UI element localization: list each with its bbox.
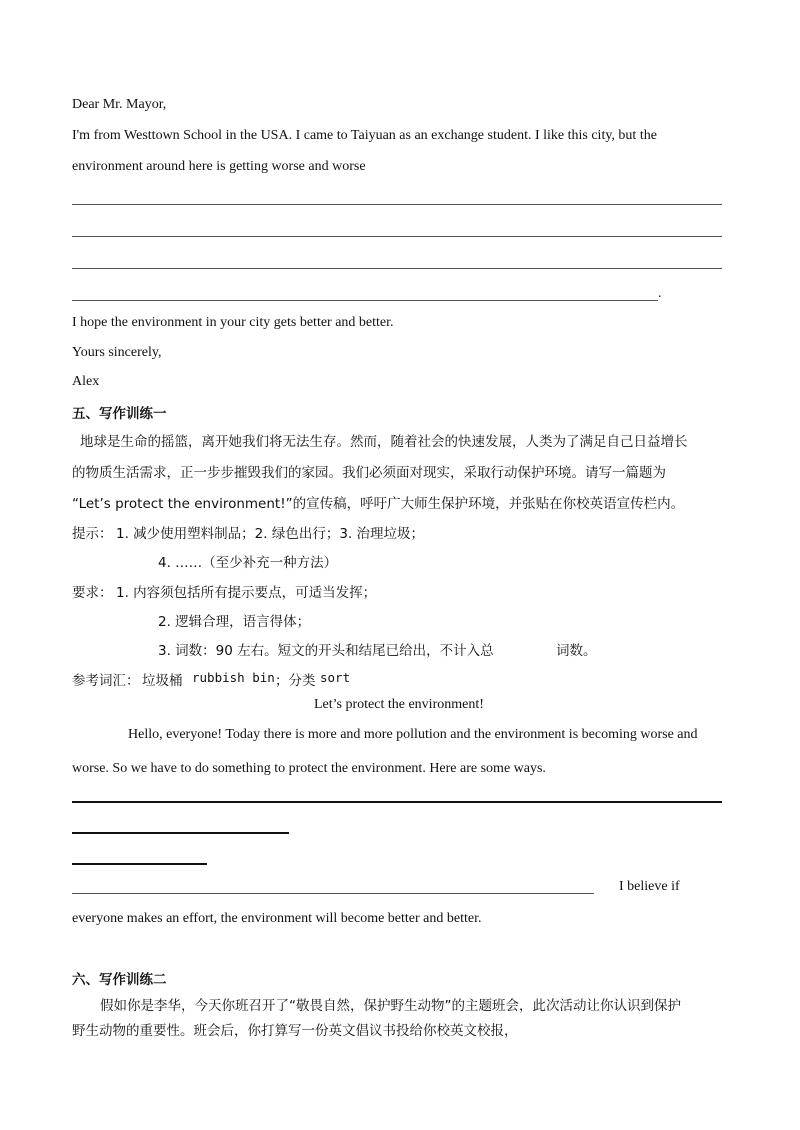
blank-end-period: . bbox=[658, 286, 662, 301]
answer-blank-line bbox=[72, 268, 722, 269]
essay-line2: worse. So we have to do something to protect the environment. Here are some ways. bbox=[72, 761, 546, 776]
section5-para-line2: 的物质生活需求，正一步步摧毁我们的家园。我们必须面对现实，采取行动保护环境。请写一篇题为 bbox=[72, 465, 666, 481]
req-line3a: 3. 词数：90 左右。短文的开头和结尾已给出，不计入总 bbox=[158, 643, 494, 659]
vocab-en1: rubbish bin bbox=[192, 670, 275, 685]
section6-para-line2: 野生动物的重要性。班会后，你打算写一份英文倡议书投给你校英文校报， bbox=[72, 1023, 518, 1039]
letter-intro-line2: environment around here is getting worse and worse bbox=[72, 159, 366, 174]
essay-end-line1: I believe if bbox=[619, 879, 680, 894]
hint-label: 提示： bbox=[72, 526, 113, 542]
answer-blank-line bbox=[72, 893, 594, 894]
essay-end-line2: everyone makes an effort, the environment will become better and better. bbox=[72, 911, 482, 926]
letter-closing-line: I hope the environment in your city gets better and better. bbox=[72, 315, 394, 330]
hint-line2: 4. ……（至少补充一种方法） bbox=[158, 555, 338, 571]
vocab-text1: 垃圾桶 bbox=[142, 673, 183, 689]
answer-blank-line bbox=[72, 863, 207, 865]
section5-para-line3: “Let’s protect the environment!”的宣传稿，呼吁广大师生保护环境，并张贴在你校英语宣传栏内。 bbox=[72, 496, 685, 512]
answer-blank-line bbox=[72, 300, 658, 301]
vocab-label: 参考词汇： bbox=[72, 673, 140, 689]
essay-title: Let’s protect the environment! bbox=[314, 697, 484, 712]
req-line2: 2. 逻辑合理，语言得体； bbox=[158, 614, 311, 630]
answer-blank-line bbox=[72, 801, 722, 803]
vocab-sep: ；分类 bbox=[275, 673, 316, 689]
answer-blank-line bbox=[72, 236, 722, 237]
req-label: 要求： bbox=[72, 585, 113, 601]
vocab-en2: sort bbox=[320, 670, 351, 685]
essay-line1: Hello, everyone! Today there is more and more pollution and the environment is becoming worse and bbox=[128, 727, 698, 742]
answer-blank-line bbox=[72, 204, 722, 205]
hint-line1: 1. 减少使用塑料制品；2. 绿色出行；3. 治理垃圾； bbox=[116, 526, 425, 542]
section6-para-line1: 假如你是李华，今天你班召开了“敬畏自然，保护野生动物”的主题班会，此次活动让你认识到保护 bbox=[100, 998, 681, 1014]
letter-signature: Alex bbox=[72, 374, 100, 389]
section5-heading: 五、写作训练一 bbox=[72, 406, 167, 422]
section6-heading: 六、写作训练二 bbox=[72, 972, 167, 988]
letter-intro-line1: I'm from Westtown School in the USA. I came to Taiyuan as an exchange student. I like this city, but the bbox=[72, 128, 657, 143]
letter-salutation: Dear Mr. Mayor, bbox=[72, 97, 167, 112]
section5-para-line1: 地球是生命的摇篮，离开她我们将无法生存。然而，随着社会的快速发展，人类为了满足自己日益增长 bbox=[80, 434, 688, 450]
answer-blank-line bbox=[72, 832, 289, 834]
req-line3b: 词数。 bbox=[556, 643, 597, 659]
req-line1: 1. 内容须包括所有提示要点，可适当发挥； bbox=[116, 585, 377, 601]
letter-sign-off: Yours sincerely, bbox=[72, 345, 162, 360]
